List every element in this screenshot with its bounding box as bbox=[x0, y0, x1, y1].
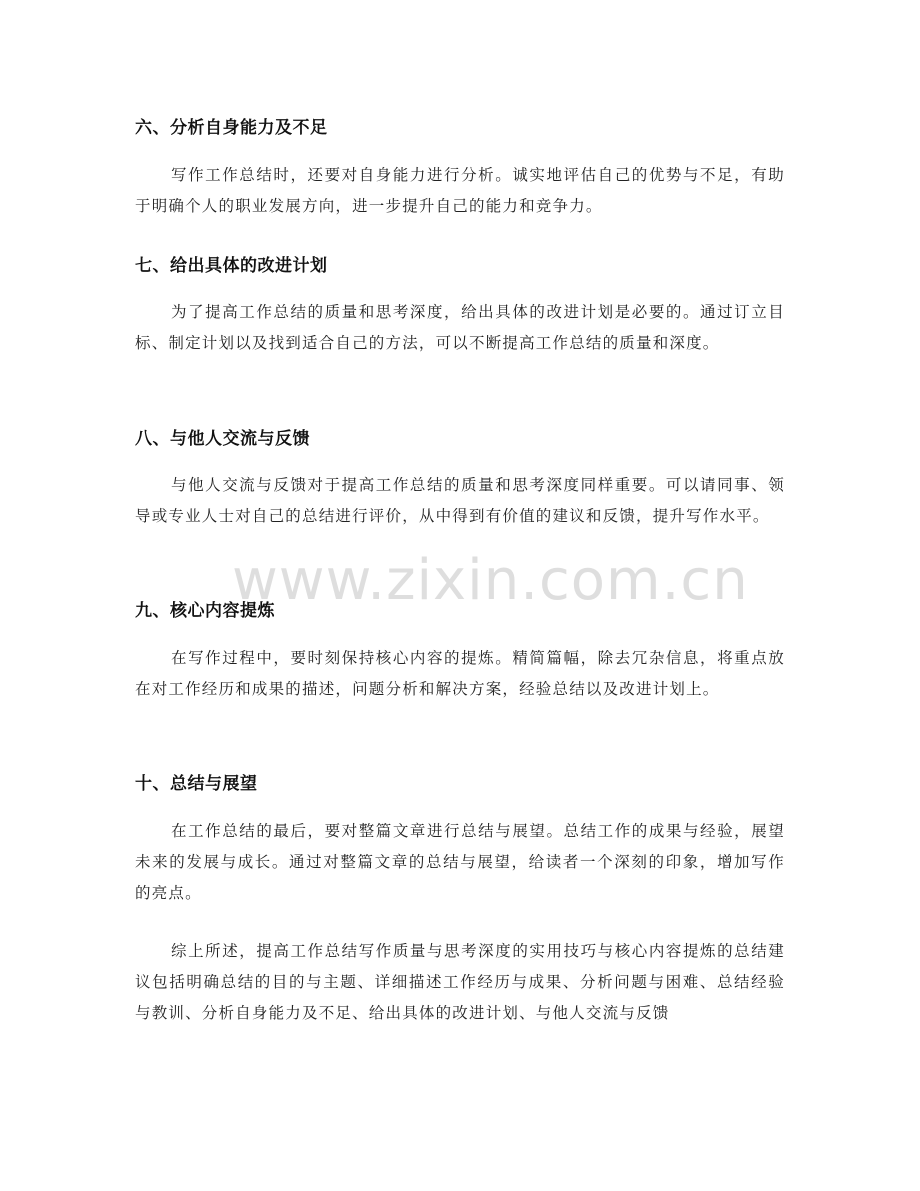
section-heading-6: 六、分析自身能力及不足 bbox=[135, 118, 328, 138]
section-heading-7: 七、给出具体的改进计划 bbox=[135, 256, 328, 276]
section-heading-9: 九、核心内容提炼 bbox=[135, 601, 275, 621]
section-heading-8: 八、与他人交流与反馈 bbox=[135, 429, 310, 449]
section-paragraph-7: 为了提高工作总结的质量和思考深度，给出具体的改进计划是必要的。通过订立目标、制定计划以及找到适合自己的方法，可以不断提高工作总结的质量和深度。 bbox=[135, 303, 785, 352]
section-heading-10: 十、总结与展望 bbox=[135, 774, 258, 794]
site-watermark: www.zixin.com.cn bbox=[232, 548, 749, 613]
section-paragraph-8: 与他人交流与反馈对于提高工作总结的质量和思考深度同样重要。可以请同事、领导或专业人士对自己的总结进行评价，从中得到有价值的建议和反馈，提升写作水平。 bbox=[135, 476, 785, 525]
section-paragraph-10: 在工作总结的最后，要对整篇文章进行总结与展望。总结工作的成果与经验，展望未来的发展与成长。通过对整篇文章的总结与展望，给读者一个深刻的印象，增加写作的亮点。 bbox=[135, 822, 785, 902]
section-paragraph-9: 在写作过程中，要时刻保持核心内容的提炼。精简篇幅，除去冗杂信息，将重点放在对工作经历和成果的描述，问题分析和解决方案，经验总结以及改进计划上。 bbox=[135, 649, 785, 698]
section-paragraph-6: 写作工作总结时，还要对自身能力进行分析。诚实地评估自己的优势与不足，有助于明确个人的职业发展方向，进一步提升自己的能力和竞争力。 bbox=[135, 166, 785, 215]
conclusion-paragraph: 综上所述，提高工作总结写作质量与思考深度的实用技巧与核心内容提炼的总结建议包括明确总结的目的与主题、详细描述工作经历与成果、分析问题与困难、总结经验与教训、分析自身能力及不足、给出具体的改进计划、与他人交流与反馈 bbox=[135, 942, 785, 1022]
